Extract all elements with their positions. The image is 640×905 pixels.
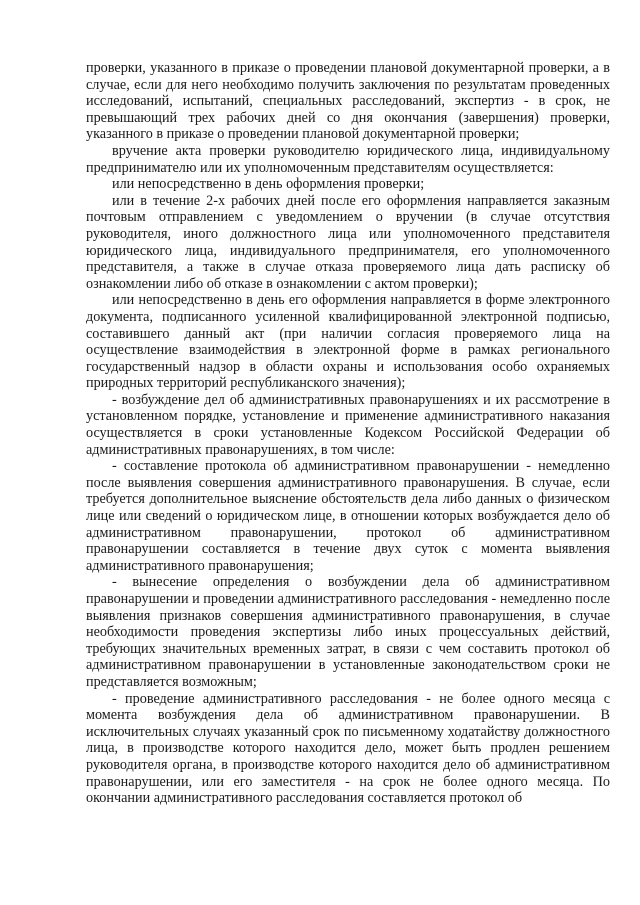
paragraph-act-delivery: вручение акта проверки руководителю юридического лица, индивидуальному предпринимателю или их уполномоченным представителям осуществляется: [86,142,610,176]
paragraph-electronic-document: или непосредственно в день его оформления направляется в форме электронного документа, подписанного усиленной квалифицированной электронной подписью, составившего данный акт (при наличии согласия проверяемого лица на осуществление взаимодействия в электронной форме в рамках регионального государственный надзор в области охраны и использования особо охраняемых природных территорий республиканского значения); [86,292,610,392]
paragraph-inspection-deadline: проверки, указанного в приказе о проведении плановой документарной проверки, а в случае, если для него необходимо получить заключения по результатам проведенных исследований, испытаний, специальных расследований, экспертиз - в срок, не превышающий трех рабочих дней со дня окончания (завершения) проверки, указанного в приказе о проведении плановой документарной проверки; [86,60,610,143]
paragraph-investigation: - проведение административного расследования - не более одного месяца с момента возбуждения дела об административном правонарушении. В исключительных случаях указанный срок по письменному ходатайству должностного лица, в производстве которого находится дело, может быть продлен решением руководителя органа, в производстве которого находится дело об административном правонарушении, или его заместителя - на срок не более одного месяца. По окончании административного расследования составляется протокол об [86,690,610,807]
paragraph-protocol-drafting: - составление протокола об административном правонарушении - немедленно после выявления совершения административного правонарушения. В случае, если требуется дополнительное выяснение обстоятельств дела либо данных о физическом лице или сведений о юридическом лице, в отношении которых возбуждается дело об административном правонарушении, протокол об административном правонарушении составляется в течение двух суток с момента выявления административного правонарушения; [86,458,610,574]
paragraph-same-day: или непосредственно в день оформления проверки; [112,176,425,193]
paragraph-administrative-cases: - возбуждение дел об административных правонарушениях и их рассмотрение в установленном порядке, установление и применение административного наказания осуществляется в сроки установленные Кодексом Российской Федерации об административных правонарушениях, в том числе: [86,391,610,458]
paragraph-registered-mail: или в течение 2-х рабочих дней после его оформления направляется заказным почтовым отправлением с уведомлением о вручении (в случае отсутствия руководителя, иного должностного лица или уполномоченного представителя юридического лица, индивидуального предпринимателя, его уполномоченного представителя, а также в случае отказа проверяемого лица дать расписку об ознакомлении либо об отказе в ознакомлении с актом проверки); [86,192,610,292]
document-page [86,60,610,807]
paragraph-determination: - вынесение определения о возбуждении дела об административном правонарушении и проведении административного расследования - немедленно после выявления признаков совершения административного правонарушения, в случае необходимости проведения экспертизы либо иных процессуальных действий, требующих значительных временных затрат, в связи с чем составить протокол об административном правонарушении в установленные законодательством сроки не представляется возможным; [86,574,610,690]
